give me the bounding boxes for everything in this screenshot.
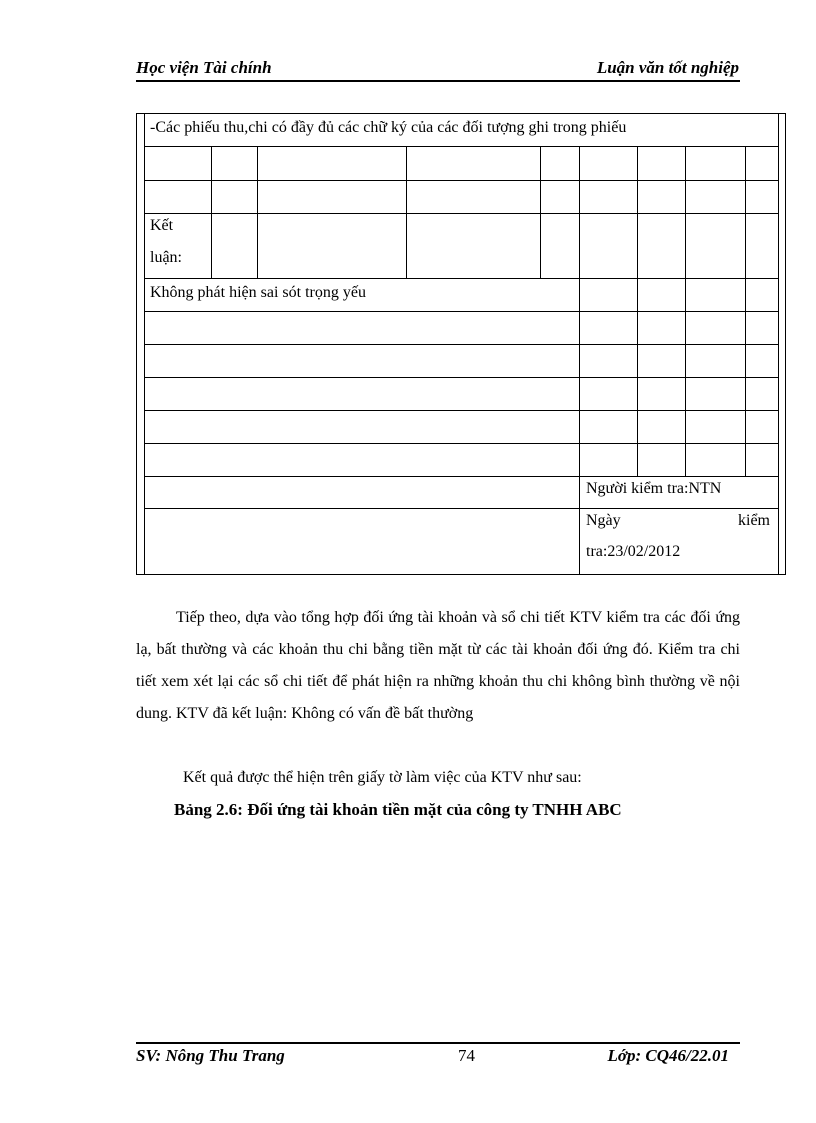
col-line (257, 146, 258, 278)
row-line (145, 476, 778, 477)
body-paragraph-1 (136, 602, 740, 730)
table-caption: Bảng 2.6: Đối ứng tài khoản tiền mặt của công ty TNHH ABC (174, 800, 622, 819)
row-line (145, 344, 778, 345)
footer-class: Lớp: CQ46/22.01 (607, 1046, 729, 1065)
footer-student: SV: Nông Thu Trang (136, 1046, 285, 1065)
audit-table (136, 113, 786, 575)
check-date: tra:23/02/2012 (586, 543, 681, 560)
col-line (540, 146, 541, 278)
row-line (145, 146, 778, 147)
conclusion-text: Không phát hiện sai sót trọng yếu (150, 284, 366, 301)
col-line (637, 146, 638, 476)
footer-rule (136, 1042, 740, 1044)
col-line (745, 146, 746, 476)
row-line (145, 410, 778, 411)
header-rule (136, 80, 740, 82)
check-date-word1: Ngày (586, 512, 621, 529)
row-line (145, 508, 778, 509)
col-line (685, 146, 686, 476)
row-line (145, 377, 778, 378)
col-line (406, 146, 407, 278)
row-line (145, 443, 778, 444)
col-line (211, 146, 212, 278)
row-line (145, 213, 778, 214)
page-number: 74 (458, 1046, 475, 1065)
body-paragraph-2-text: Kết quả được thể hiện trên giấy tờ làm việc của KTV như sau: (183, 769, 582, 786)
row-line (145, 180, 778, 181)
row-line (145, 278, 778, 279)
row-line (145, 311, 778, 312)
header-thesis: Luận văn tốt nghiệp (596, 58, 739, 77)
checker-name: Người kiểm tra:NTN (586, 480, 722, 497)
audit-table-inner (144, 114, 779, 574)
body-paragraph-1-text: Tiếp theo, dựa vào tổng hợp đối ứng tài khoản và sổ chi tiết KTV kiểm tra các đối ứng lạ, bất thường và các khoản thu chi bằng tiền mặt từ các tài khoản đối ứng đó. Kiểm tra chi tiết xem xét lại các sổ chi tiết để phát hiện ra những khoản thu chi không bình thường về nội dung. KTV đã kết luận: Không có vấn đề bất thường (136, 609, 740, 722)
header-school: Học viện Tài chính (136, 58, 272, 77)
body-paragraph-2 (136, 762, 740, 794)
conclusion-label-2: luận: (150, 249, 182, 266)
col-line (579, 146, 580, 574)
check-date-word2: kiểm (738, 512, 770, 529)
checklist-row-text: -Các phiếu thu,chi có đầy đủ các chữ ký của các đối tượng ghi trong phiếu (150, 119, 627, 136)
conclusion-label: Kết (150, 217, 174, 234)
